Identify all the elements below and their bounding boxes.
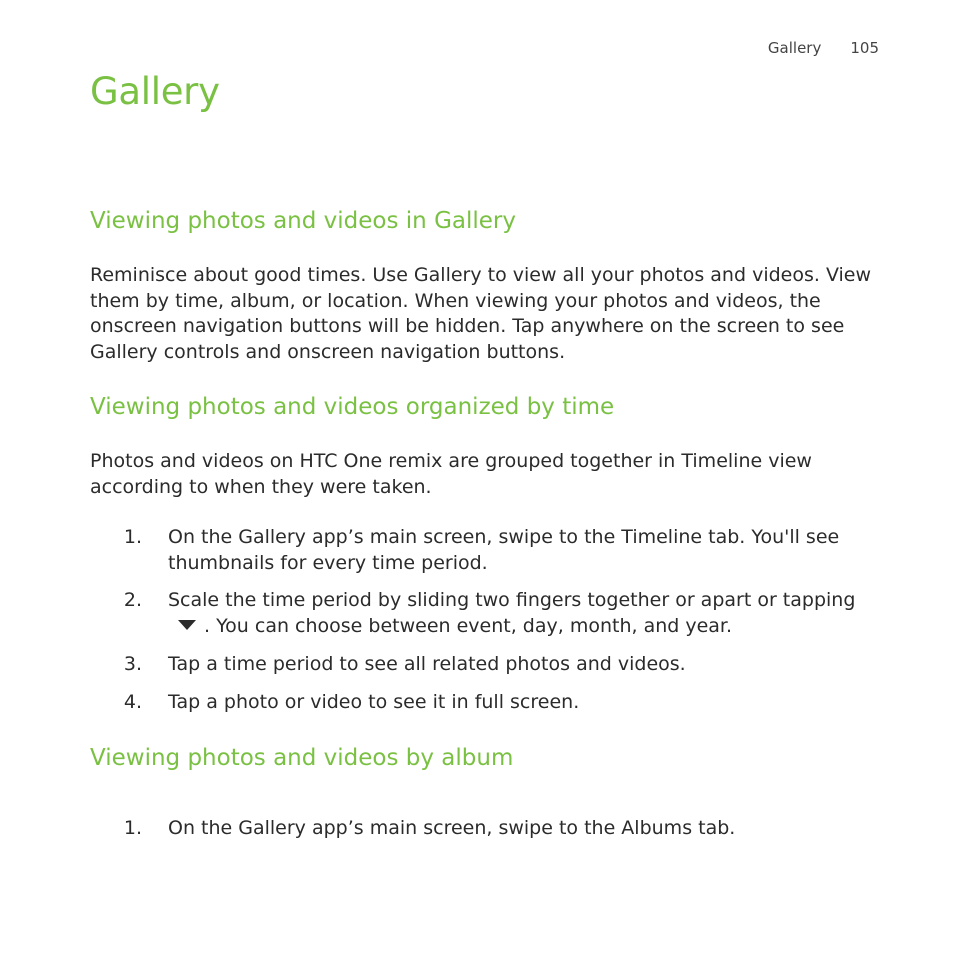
- step-text: On the Gallery app’s main screen, swipe to the Albums tab.: [168, 817, 736, 839]
- step-text: On the Gallery app’s main screen, swipe to the Timeline tab. You'll see thumbnails for every time period.: [168, 526, 840, 574]
- step-number: 3.: [123, 653, 142, 675]
- dropdown-arrow-icon: [178, 620, 196, 630]
- step-text: Tap a photo or video to see it in full screen.: [168, 691, 580, 713]
- section-body-gallery: Reminisce about good times. Use Gallery to view all your photos and videos. View them by time, album, or location. When viewing your photos and videos, the onscreen navigation buttons will be hidden. Tap anywhere on the screen to see Gallery controls and onscreen navigation buttons.: [90, 264, 872, 363]
- section-heading-by-time: Viewing photos and videos organized by time: [90, 394, 615, 420]
- section-heading-by-album: Viewing photos and videos by album: [90, 745, 514, 771]
- section-body-by-time: Photos and videos on HTC One remix are grouped together in Timeline view according to when they were taken.: [90, 450, 812, 498]
- step-text-after-icon: . You can choose between event, day, month, and year.: [204, 615, 733, 637]
- step-text: [168, 587, 883, 639]
- step-number: 1.: [123, 817, 142, 839]
- header-page-number: 105: [850, 39, 879, 57]
- step-text: Tap a time period to see all related photos and videos.: [168, 653, 686, 675]
- section-heading-gallery: Viewing photos and videos in Gallery: [90, 208, 516, 234]
- step-number: 4.: [123, 691, 142, 713]
- chapter-title: Gallery: [90, 70, 220, 113]
- step-text-before-icon: Scale the time period by sliding two fingers together or apart or tapping: [168, 589, 856, 611]
- running-header: [768, 39, 879, 57]
- step-number: 1.: [123, 526, 142, 548]
- step-number: 2.: [123, 589, 142, 611]
- header-section-name: Gallery: [767, 39, 822, 57]
